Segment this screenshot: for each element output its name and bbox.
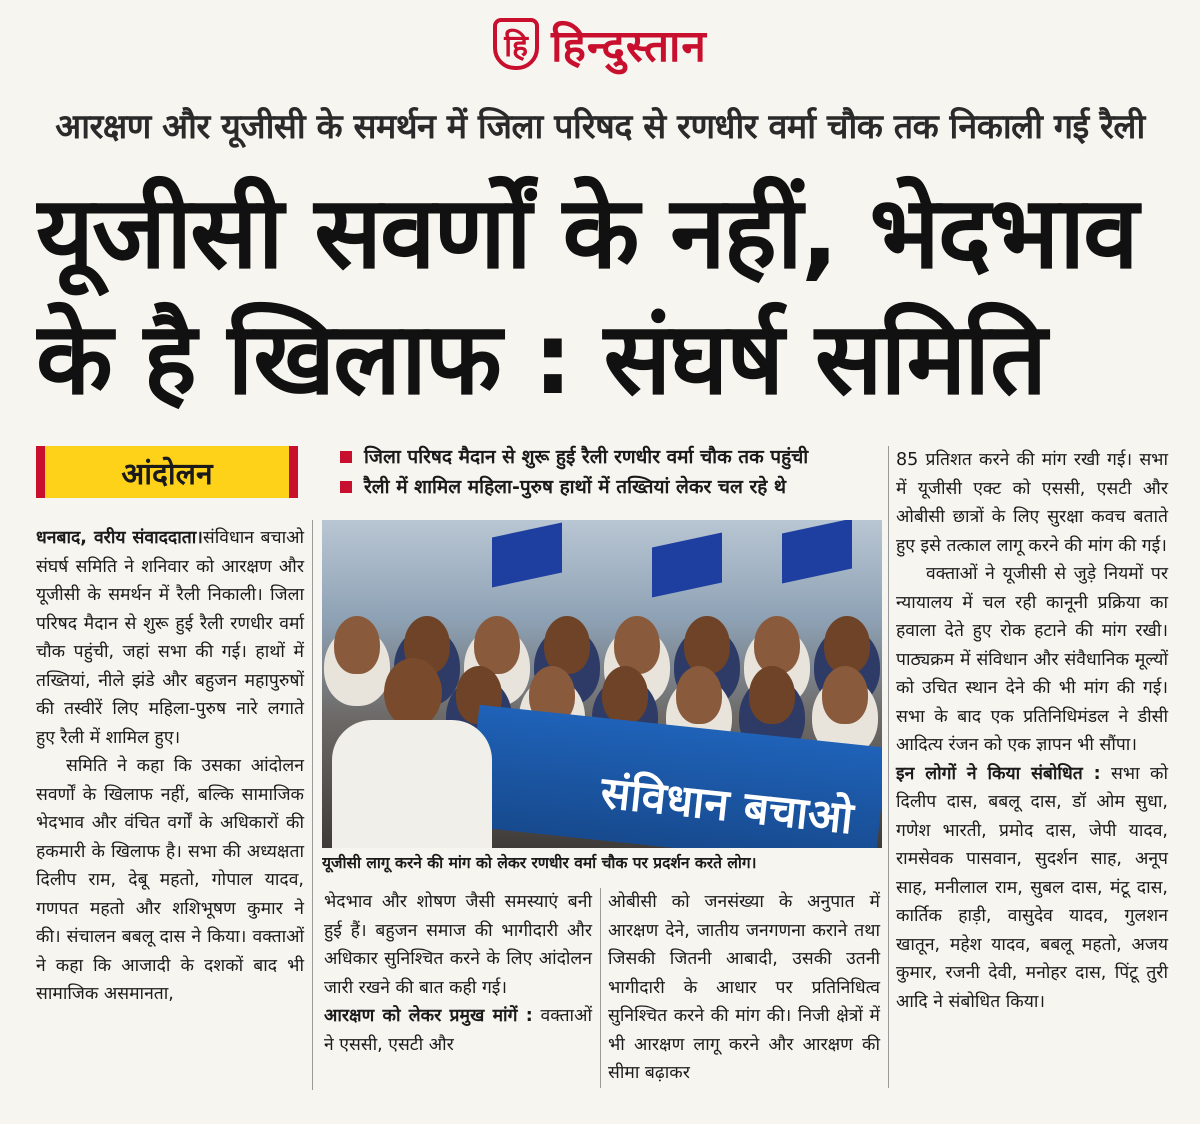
subhead: इन लोगों ने किया संबोधित :	[896, 763, 1101, 784]
subhead: आरक्षण को लेकर प्रमुख मांगें :	[324, 1006, 533, 1026]
article-column-1	[36, 524, 304, 1009]
rally-photo	[322, 520, 882, 848]
headline-line-2: के है खिलाफ : संघर्ष समिति	[36, 300, 1046, 417]
kicker-headline: आरक्षण और यूजीसी के समर्थन में जिला परिषद से रणधीर वर्मा चौक तक निकाली गई रैली	[55, 107, 1145, 147]
foreground-person	[332, 658, 492, 848]
headline-line-1: यूजीसी सवर्णों के नहीं, भेदभाव	[36, 174, 1137, 291]
paragraph: ओबीसी को जनसंख्या के अनुपात में आरक्षण देने, जातीय जनगणना कराने तथा जिसकी जितनी आबादी, उसकी उतनी भागीदारी के आधार पर प्रतिनिधित्व सुनिश्चित करने की मांग की। निजी क्षेत्रों में भी आरक्षण लागू करने और आरक्षण की सीमा बढ़ाकर	[608, 892, 880, 1083]
blue-flag-icon	[782, 520, 852, 583]
highlights	[340, 442, 880, 502]
article-column-3	[608, 888, 880, 1088]
highlight-item	[340, 442, 880, 472]
bullet-square-icon	[340, 451, 352, 463]
highlight-text: रैली में शामिल महिला-पुरुष हाथों में तख्तियां लेकर चल रहे थे	[364, 476, 787, 498]
paragraph: वक्ताओं ने एससी, एसटी और	[324, 1006, 592, 1055]
newspaper-logo-icon: हि	[493, 18, 539, 70]
dateline: धनबाद, वरीय संवाददाता।	[36, 528, 203, 548]
article-column-2	[324, 888, 592, 1059]
blue-flag-icon	[492, 523, 562, 588]
paragraph: 85 प्रतिशत करने की मांग रखी गई। सभा में यूजीसी एक्ट को एससी, एसटी और ओबीसी छात्रों के लिए सुरक्षा कवच बताते हुए इसे तत्काल लागू करने की मांग की गई।	[896, 450, 1168, 556]
protest-banner: संविधान बचाओ	[467, 705, 882, 848]
main-headline	[36, 170, 1176, 422]
highlight-item	[340, 472, 880, 502]
column-divider	[312, 520, 313, 1090]
bullet-square-icon	[340, 481, 352, 493]
column-divider	[600, 888, 601, 1088]
article-column-4	[896, 446, 1168, 1016]
blue-flag-icon	[652, 533, 722, 598]
highlight-text: जिला परिषद मैदान से शुरू हुई रैली रणधीर वर्मा चौक तक पहुंची	[364, 446, 809, 468]
paragraph: भेदभाव और शोषण जैसी समस्याएं बनी हुई हैं। बहुजन समाज की भागीदारी और अधिकार सुनिश्चित करने के लिए आंदोलन जारी रखने की बात कही गई।	[324, 892, 592, 998]
paragraph: सभा को दिलीप दास, बबलू दास, डॉ ओम सुधा, गणेश भारती, प्रमोद दास, जेपी यादव, रामसेवक पासवान, सुदर्शन साह, अनूप साह, मनीलाल राम, सुबल दास, मंटू दास, कार्तिक हाड़ी, वासुदेव यादव, गुलशन खातून, महेश यादव, बबलू महतो, अजय कुमार, रजनी देवी, मनोहर दास, पिंटू तुरी आदि ने संबोधित किया।	[896, 763, 1168, 1012]
column-divider	[888, 446, 889, 1088]
paragraph: संविधान बचाओ संघर्ष समिति ने शनिवार को आरक्षण और यूजीसी के समर्थन में रैली निकाली। जिला परिषद मैदान से शुरू हुई रैली रणधीर वर्मा चौक पहुंची, जहां सभा की गई। हाथों में तख्तियां, नीले झंडे और बहुजन महापुरुषों की तस्वीरें लिए महिला-पुरुष नारे लगाते हुए रैली में शामिल हुए।	[36, 528, 305, 748]
section-tag: आंदोलन	[36, 446, 298, 498]
newspaper-name: हिन्दुस्तान	[551, 21, 707, 72]
photo-caption: यूजीसी लागू करने की मांग को लेकर रणधीर वर्मा चौक पर प्रदर्शन करते लोग।	[322, 854, 757, 872]
paragraph: समिति ने कहा कि उसका आंदोलन सवर्णों के खिलाफ नहीं, बल्कि सामाजिक भेदभाव और वंचित वर्गों के अधिकारों की हकमारी के खिलाफ है। सभा की अध्यक्षता दिलीप राम, देबू महतो, गोपाल यादव, गणपत महतो और शशिभूषण कुमार ने की। संचालन बबलू दास ने किया। वक्ताओं ने कहा कि आजादी के दशकों बाद भी सामाजिक असमानता,	[36, 756, 304, 1004]
paragraph: वक्ताओं ने यूजीसी से जुड़े नियमों पर न्यायालय में चल रही कानूनी प्रक्रिया का हवाला देते हुए रोक हटाने की मांग रखी। पाठ्यक्रम में संविधान और संवैधानिक मूल्यों को उचित स्थान देने की भी मांग की गई। सभा के बाद एक प्रतिनिधिमंडल ने डीसी आदित्य रंजन को एक ज्ञापन भी सौंपा।	[896, 564, 1168, 755]
masthead	[0, 10, 1200, 78]
